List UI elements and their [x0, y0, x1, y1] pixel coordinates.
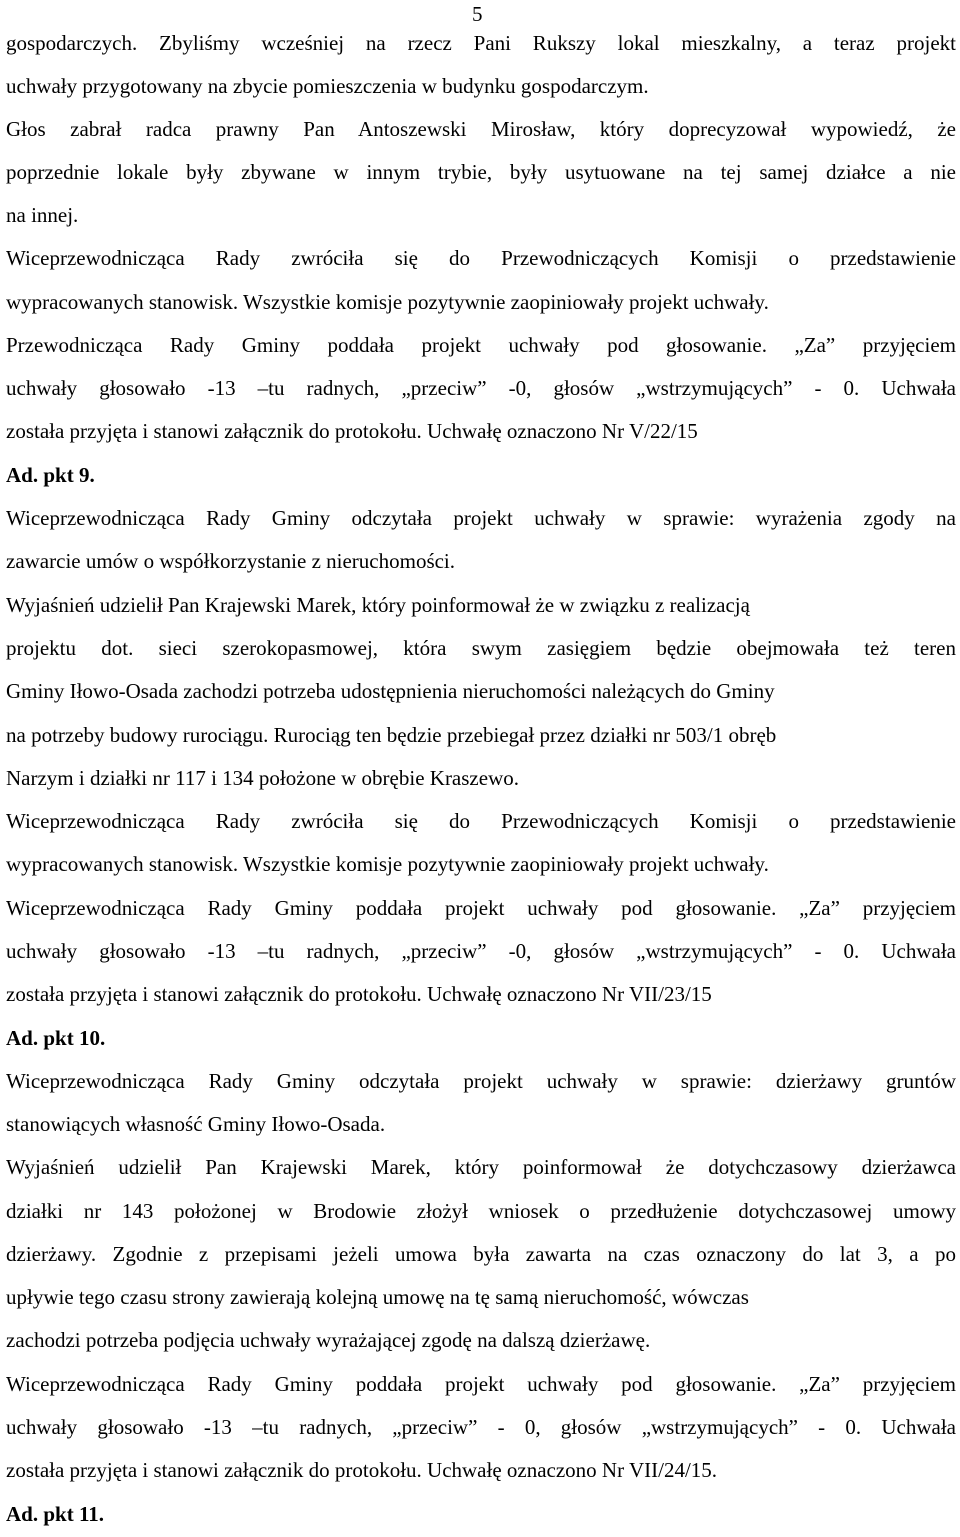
text-line: zawarcie umów o współkorzystanie z nieruchomości. [6, 549, 456, 573]
section-heading: Ad. pkt 10. [6, 1026, 106, 1050]
text-line: działki nr 143 położonej w Brodowie złożył wniosek o przedłużenie dotychczasowej umowy [6, 1199, 956, 1223]
text-line: Wiceprzewodnicząca Rady zwróciła się do Przewodniczących Komisji o przedstawienie [6, 246, 956, 270]
section-heading: Ad. pkt 9. [6, 463, 95, 487]
text-line: Wiceprzewodnicząca Rady Gminy odczytała projekt uchwały w sprawie: dzierżawy gruntów [6, 1069, 956, 1093]
section-heading: Ad. pkt 11. [6, 1502, 105, 1526]
text-line: Wiceprzewodnicząca Rady zwróciła się do Przewodniczących Komisji o przedstawienie [6, 809, 956, 833]
text-line: dzierżawy. Zgodnie z przepisami jeżeli umowa była zawarta na czas oznaczony do lat 3, a po [6, 1242, 956, 1266]
page-number: 5 [472, 2, 483, 26]
text-line: wypracowanych stanowisk. Wszystkie komisje pozytywnie zaopiniowały projekt uchwały. [6, 290, 769, 314]
text-line: zachodzi potrzeba podjęcia uchwały wyrażającej zgodę na dalszą dzierżawę. [6, 1328, 651, 1352]
text-line: na potrzeby budowy rurociągu. Rurociąg ten będzie przebiegał przez działki nr 503/1 obręb [6, 723, 777, 747]
text-line: Przewodnicząca Rady Gminy poddała projekt uchwały pod głosowanie. „Za” przyjęciem [6, 333, 956, 357]
text-line: została przyjęta i stanowi załącznik do protokołu. Uchwałę oznaczono Nr VII/24/15. [6, 1458, 718, 1482]
text-line: na innej. [6, 203, 79, 227]
text-line: stanowiących własność Gminy Iłowo-Osada. [6, 1112, 386, 1136]
text-line: poprzednie lokale były zbywane w innym trybie, były usytuowane na tej samej działce a nie [6, 160, 956, 184]
text-line: Narzym i działki nr 117 i 134 położone w obrębie Kraszewo. [6, 766, 519, 790]
text-line: została przyjęta i stanowi załącznik do protokołu. Uchwałę oznaczono Nr V/22/15 [6, 419, 698, 443]
text-line: Wiceprzewodnicząca Rady Gminy poddała projekt uchwały pod głosowanie. „Za” przyjęciem [6, 896, 956, 920]
text-line: Wiceprzewodnicząca Rady Gminy odczytała projekt uchwały w sprawie: wyrażenia zgody na [6, 506, 956, 530]
text-line: wypracowanych stanowisk. Wszystkie komisje pozytywnie zaopiniowały projekt uchwały. [6, 852, 769, 876]
text-line: upływie tego czasu strony zawierają kolejną umowę na tę samą nieruchomość, wówczas [6, 1285, 749, 1309]
text-line: Głos zabrał radca prawny Pan Antoszewski Mirosław, który doprecyzował wypowiedź, że [6, 117, 956, 141]
text-line: Wyjaśnień udzielił Pan Krajewski Marek, który poinformował że w związku z realizacją [6, 593, 750, 617]
text-line: uchwały głosowało -13 –tu radnych, „przeciw” -0, głosów „wstrzymujących” - 0. Uchwała [6, 376, 956, 400]
text-line: uchwały przygotowany na zbycie pomieszczenia w budynku gospodarczym. [6, 74, 649, 98]
text-line: została przyjęta i stanowi załącznik do protokołu. Uchwałę oznaczono Nr VII/23/15 [6, 982, 712, 1006]
text-line: Wiceprzewodnicząca Rady Gminy poddała projekt uchwały pod głosowanie. „Za” przyjęciem [6, 1372, 956, 1396]
text-line: uchwały głosowało -13 –tu radnych, „przeciw” - 0, głosów „wstrzymujących” - 0. Uchwała [6, 1415, 956, 1439]
text-line: gospodarczych. Zbyliśmy wcześniej na rzecz Pani Rukszy lokal mieszkalny, a teraz projekt [6, 31, 956, 55]
text-line: uchwały głosowało -13 –tu radnych, „przeciw” -0, głosów „wstrzymujących” - 0. Uchwała [6, 939, 956, 963]
text-line: projektu dot. sieci szerokopasmowej, która swym zasięgiem będzie obejmowała też teren [6, 636, 956, 660]
text-line: Gminy Iłowo-Osada zachodzi potrzeba udostępnienia nieruchomości należących do Gminy [6, 679, 775, 703]
text-line: Wyjaśnień udzielił Pan Krajewski Marek, który poinformował że dotychczasowy dzierżawca [6, 1155, 956, 1179]
